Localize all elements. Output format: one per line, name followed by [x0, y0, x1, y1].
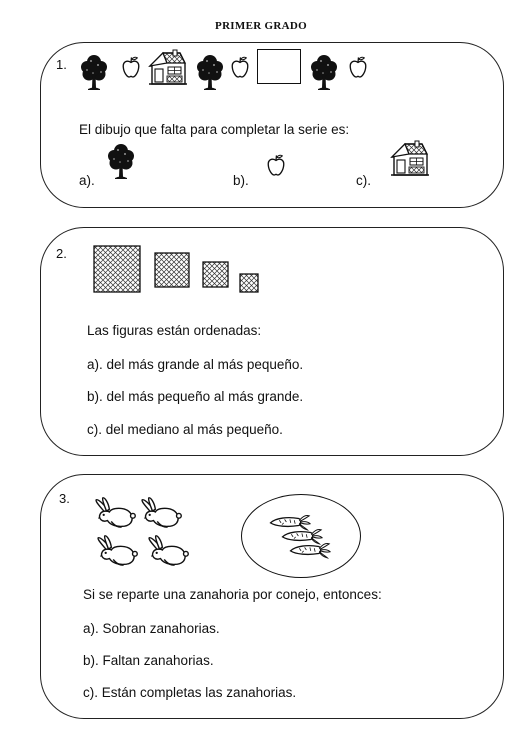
- option-a-label[interactable]: a).: [79, 173, 95, 188]
- option-b[interactable]: b). del más pequeño al más grande.: [87, 389, 304, 404]
- square-small: [202, 261, 229, 288]
- rabbit-icon: [94, 497, 136, 529]
- tree-icon: [195, 53, 225, 91]
- apple-icon: [121, 55, 141, 79]
- carrot-icon: [287, 541, 331, 559]
- rabbit-icon: [140, 497, 182, 529]
- tree-icon: [309, 53, 339, 91]
- apple-icon[interactable]: [266, 153, 286, 177]
- question-text: Las figuras están ordenadas:: [87, 323, 262, 338]
- square-smallest: [239, 273, 259, 293]
- option-c[interactable]: c). Están completas las zanahorias.: [83, 685, 297, 700]
- rabbit-icon: [96, 535, 138, 567]
- question-3-box: [40, 474, 504, 719]
- question-2-box: [40, 227, 504, 456]
- question-number: 1.: [56, 57, 67, 72]
- blank-box[interactable]: [257, 49, 301, 84]
- option-b-label[interactable]: b).: [233, 173, 249, 188]
- option-c-label[interactable]: c).: [356, 173, 371, 188]
- apple-icon: [348, 55, 368, 79]
- tree-icon: [79, 53, 109, 91]
- question-text: El dibujo que falta para completar la serie es:: [79, 122, 350, 137]
- house-icon: [147, 49, 187, 87]
- option-a[interactable]: a). del más grande al más pequeño.: [87, 357, 304, 372]
- square-large: [93, 245, 141, 293]
- page-title: PRIMER GRADO: [215, 20, 307, 32]
- apple-icon: [230, 55, 250, 79]
- option-c[interactable]: c). del mediano al más pequeño.: [87, 422, 283, 437]
- question-number: 3.: [59, 491, 70, 506]
- house-icon[interactable]: [389, 140, 429, 178]
- option-a[interactable]: a). Sobran zanahorias.: [83, 621, 220, 636]
- option-b[interactable]: b). Faltan zanahorias.: [83, 653, 214, 668]
- question-text: Si se reparte una zanahoria por conejo, entonces:: [83, 587, 382, 602]
- question-number: 2.: [56, 246, 67, 261]
- question-1-box: [40, 42, 504, 208]
- rabbit-icon: [147, 535, 189, 567]
- square-medium: [154, 252, 190, 288]
- tree-icon[interactable]: [106, 142, 136, 180]
